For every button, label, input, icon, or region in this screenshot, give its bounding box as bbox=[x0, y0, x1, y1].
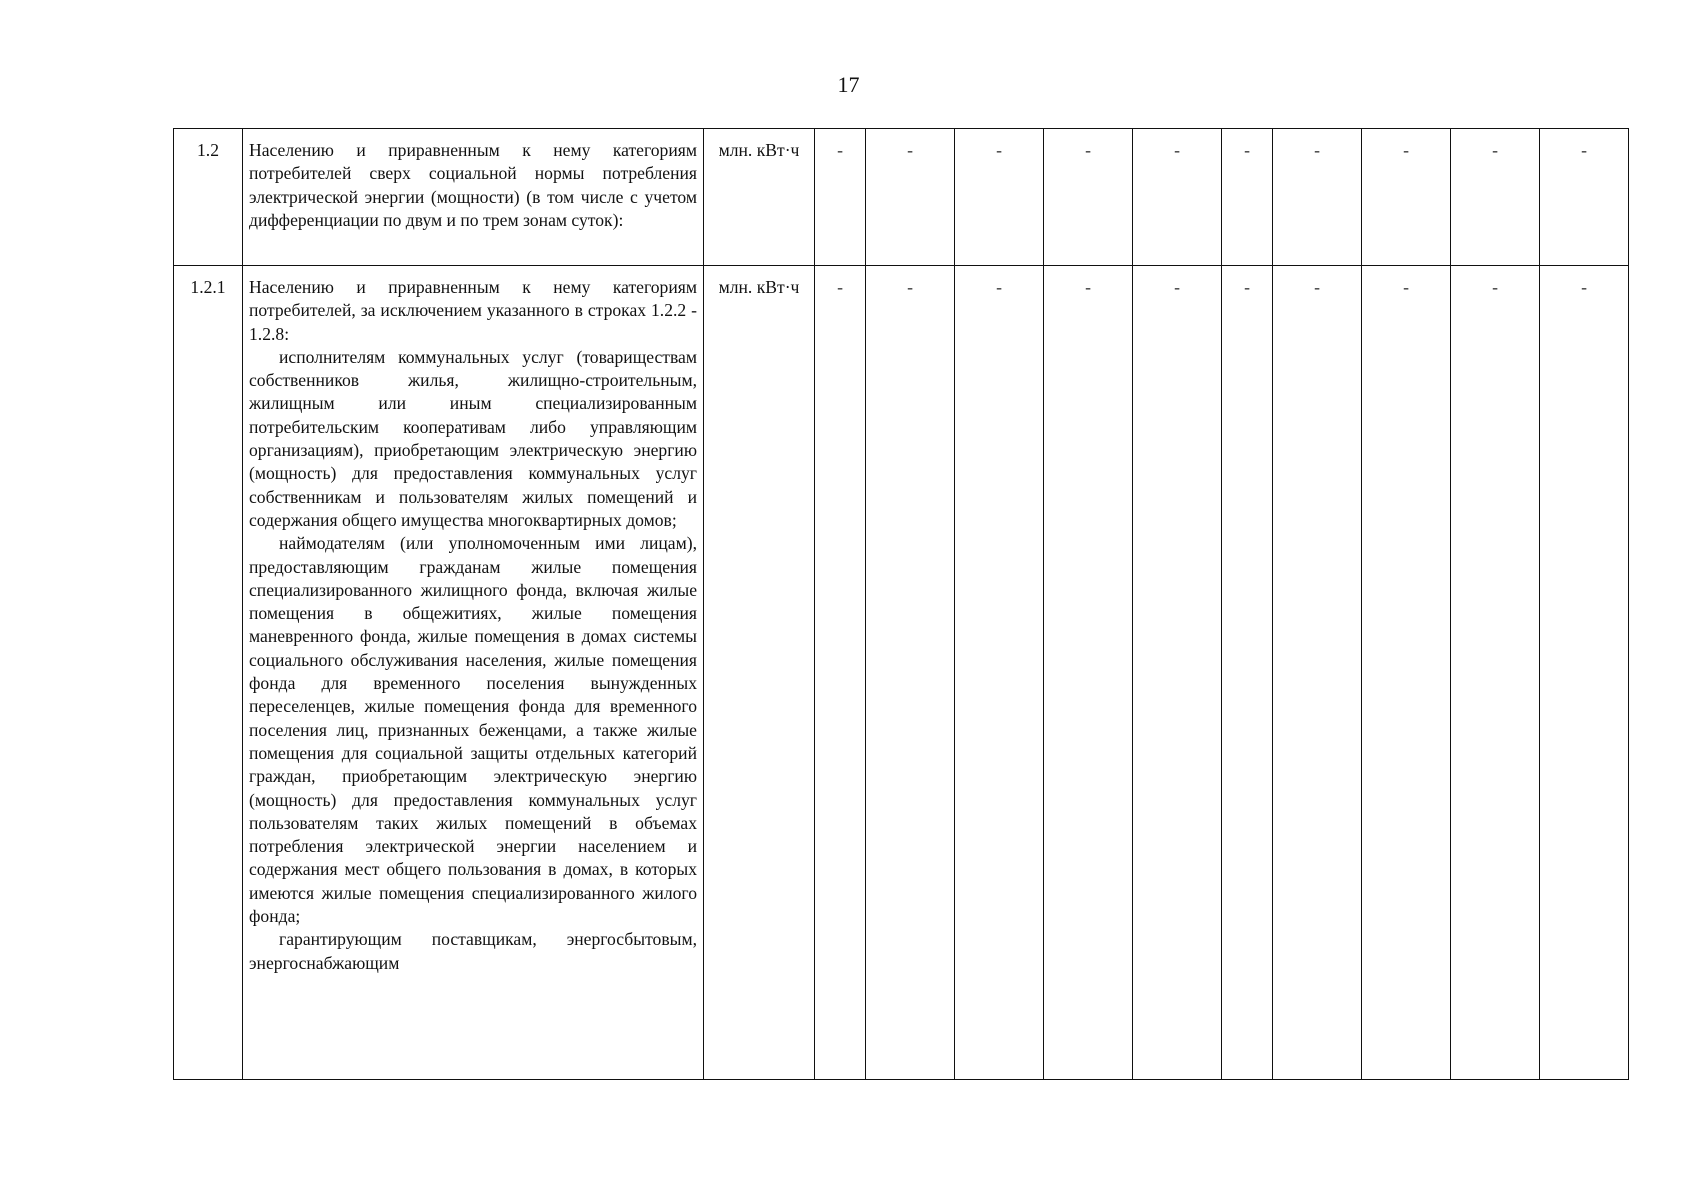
value-cell: - bbox=[1362, 129, 1451, 266]
description-paragraph: Населению и приравненным к нему категориям потребителей сверх социальной нормы потребления электрической энергии (мощности) (в том числе с учетом дифференциации по двум и по трем зонам суток): bbox=[249, 140, 697, 230]
row-description bbox=[243, 266, 704, 1080]
table-row bbox=[174, 266, 1629, 1080]
page-number: 17 bbox=[837, 72, 860, 97]
tariff-table bbox=[173, 128, 1629, 1080]
value-cell: - bbox=[815, 266, 866, 1080]
value-cell: - bbox=[1133, 266, 1222, 1080]
description-paragraph: гарантирующим поставщикам, энергосбытовым, энергоснабжающим bbox=[249, 929, 697, 973]
row-number: 1.2.1 bbox=[174, 266, 243, 1080]
value-cell: - bbox=[1044, 129, 1133, 266]
description-paragraph: исполнителям коммунальных услуг (товариществам собственников жилья, жилищно-строительным, жилищным или иным специализированным потребительским кооперативам либо управляющим организациям), приобретающим электрическую энергию (мощность) для предоставления коммунальных услуг собственникам и пользователям жилых помещений и содержания общего имущества многоквартирных домов; bbox=[249, 346, 697, 530]
value-cell: - bbox=[955, 129, 1044, 266]
value-cell: - bbox=[1540, 129, 1629, 266]
value-cell: - bbox=[866, 129, 955, 266]
value-cell: - bbox=[1540, 266, 1629, 1080]
row-number: 1.2 bbox=[174, 129, 243, 266]
value-cell: - bbox=[955, 266, 1044, 1080]
description-paragraph: Населению и приравненным к нему категориям потребителей, за исключением указанного в строках 1.2.2 - 1.2.8: bbox=[249, 277, 697, 344]
value-cell: - bbox=[1133, 129, 1222, 266]
value-cell: - bbox=[815, 129, 866, 266]
value-cell: - bbox=[1451, 129, 1540, 266]
value-cell: - bbox=[866, 266, 955, 1080]
value-cell: - bbox=[1222, 266, 1273, 1080]
value-cell: - bbox=[1273, 266, 1362, 1080]
description-paragraph: наймодателям (или уполномоченным ими лицам), предоставляющим гражданам жилые помещения специализированного жилищного фонда, включая жилые помещения в общежитиях, жилые помещения маневренного фонда, жилые помещения в домах системы социального обслуживания населения, жилые помещения фонда для временного поселения вынужденных переселенцев, жилые помещения фонда для временного поселения лиц, признанных беженцами, а также жилые помещения для социальной защиты отдельных категорий граждан, приобретающим электрическую энергию (мощность) для предоставления коммунальных услуг пользователям таких жилых помещений в объемах потребления электрической энергии населением и содержания мест общего пользования в домах, в которых имеются жилые помещения специализированного жилого фонда; bbox=[249, 533, 697, 927]
unit-cell: млн. кВт·ч bbox=[704, 129, 815, 266]
row-description bbox=[243, 129, 704, 266]
unit-cell: млн. кВт·ч bbox=[704, 266, 815, 1080]
value-cell: - bbox=[1222, 129, 1273, 266]
value-cell: - bbox=[1362, 266, 1451, 1080]
table-row bbox=[174, 129, 1629, 266]
value-cell: - bbox=[1273, 129, 1362, 266]
value-cell: - bbox=[1451, 266, 1540, 1080]
value-cell: - bbox=[1044, 266, 1133, 1080]
